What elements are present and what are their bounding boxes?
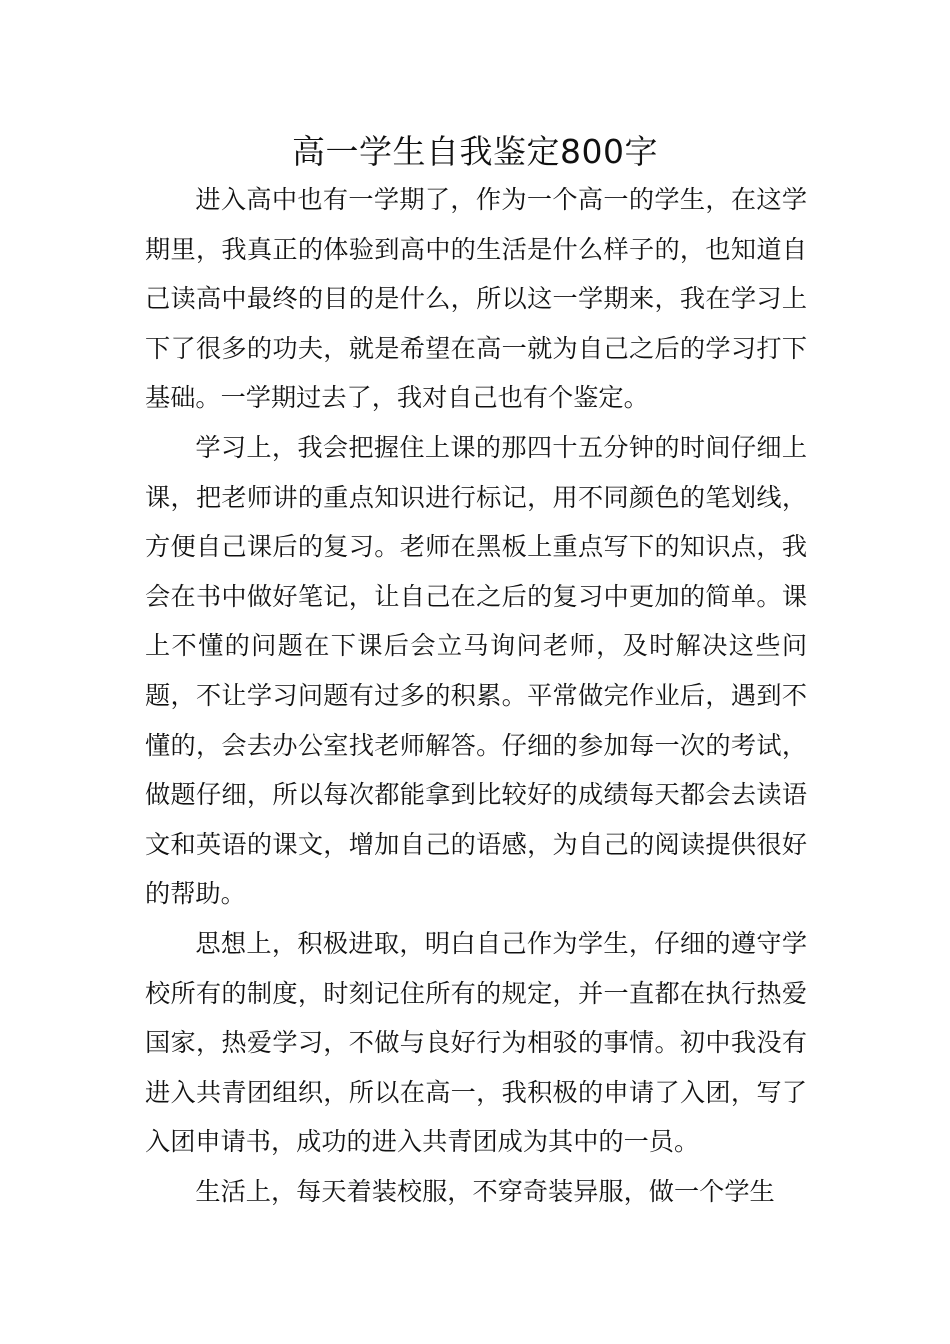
paragraph-thought: 思想上，积极进取，明白自己作为学生，仔细的遵守学校所有的制度，时刻记住所有的规定，并一直都在执行热爱国家，热爱学习，不做与良好行为相驳的事情。初中我没有进入共青团组织，所以在高一，我积极的申请了入团，写了入团申请书，成功的进入共青团成为其中的一员。 (145, 928, 807, 1157)
document-body (145, 175, 807, 1216)
paragraph-life: 生活上，每天着装校服，不穿奇装异服，做一个学生 (195, 1176, 775, 1206)
paragraph-intro: 进入高中也有一学期了，作为一个高一的学生，在这学期里，我真正的体验到高中的生活是什么样子的，也知道自己读高中最终的目的是什么，所以这一学期来，我在学习上下了很多的功夫，就是希望在高一就为自己之后的学习打下基础。一学期过去了，我对自己也有个鉴定。 (145, 185, 807, 413)
document-title: 高一学生自我鉴定800字 (292, 132, 658, 171)
paragraph-study: 学习上，我会把握住上课的那四十五分钟的时间仔细上课，把老师讲的重点知识进行标记，用不同颜色的笔划线，方便自己课后的复习。老师在黑板上重点写下的知识点，我会在书中做好笔记，让自己在之后的复习中更加的简单。课上不懂的问题在下课后会立马询问老师，及时解决这些问题，不让学习问题有过多的积累。平常做完作业后，遇到不懂的，会去办公室找老师解答。仔细的参加每一次的考试，做题仔细，所以每次都能拿到比较好的成绩每天都会去读语文和英语的课文，增加自己的语感，为自己的阅读提供很好的帮助。 (145, 432, 807, 909)
